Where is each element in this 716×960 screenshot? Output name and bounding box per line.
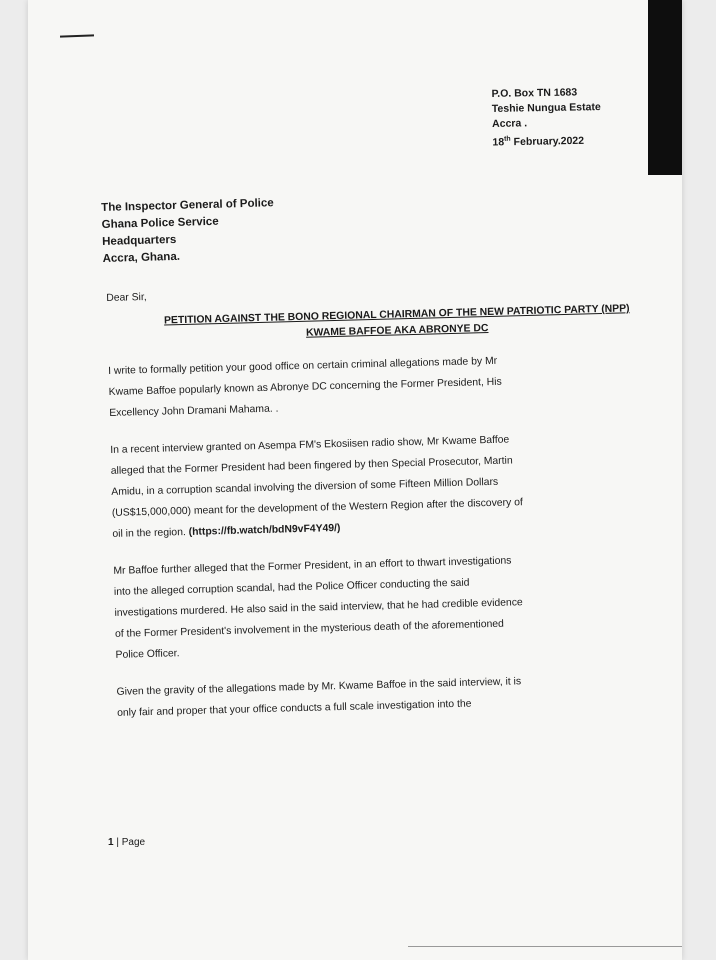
subject-line-2: KWAME BAFFOE AKA ABRONYE DC bbox=[305, 323, 489, 339]
letter-date bbox=[492, 130, 601, 150]
paragraph-2 bbox=[110, 425, 682, 545]
recipient-line: The Inspector General of Police bbox=[101, 197, 274, 214]
page-number: 1 bbox=[108, 837, 114, 848]
text-line: In a recent interview granted on Asempa FM's Ekosiisen radio show, Mr Kwame Baffoe bbox=[110, 434, 510, 456]
text-line: Excellency John Dramani Mahama. . bbox=[109, 403, 279, 419]
text-line: into the alleged corruption scandal, had the Police Officer conducting the said bbox=[113, 577, 470, 598]
paragraph-4 bbox=[116, 667, 682, 724]
recipient-line: Ghana Police Service bbox=[101, 215, 219, 231]
bottom-edge-line bbox=[408, 946, 682, 947]
salutation: Dear Sir, bbox=[106, 291, 147, 304]
address-line: Accra . bbox=[491, 117, 528, 130]
text-line: alleged that the Former President had been fingered by then Special Prosecutor, Martin bbox=[110, 455, 513, 477]
date-suffix: th bbox=[503, 135, 511, 143]
facebook-video-link: (https://fb.watch/bdN9vF4Y49/) bbox=[188, 522, 341, 538]
paragraph-1 bbox=[108, 346, 682, 424]
text-line: Mr Baffoe further alleged that the Former President, in an effort to thwart investigations bbox=[113, 555, 512, 577]
recipient-line: Headquarters bbox=[102, 233, 177, 248]
text-line: Given the gravity of the allegations made by Mr. Kwame Baffoe in the said interview, it is bbox=[116, 676, 522, 698]
letter-body bbox=[106, 273, 682, 724]
text-line: Amidu, in a corruption scandal involving the diversion of some Fifteen Million Dollars bbox=[111, 476, 499, 498]
address-line: P.O. Box TN 1683 bbox=[491, 86, 578, 100]
page-label: Page bbox=[121, 837, 146, 848]
text-line: Kwame Baffoe popularly known as Abronye DC concerning the Former President, His bbox=[108, 376, 502, 398]
text-line: of the Former President's involvement in the mysterious death of the aforementioned bbox=[114, 618, 505, 640]
recipient-line: Accra, Ghana. bbox=[102, 250, 181, 265]
text-line: investigations murdered. He also said in the said interview, that he had credible evidence bbox=[114, 597, 523, 619]
dark-corner-shadow bbox=[648, 0, 682, 175]
text-line: (US$15,000,000) meant for the development of the Western Region after the discovery of bbox=[111, 497, 523, 519]
text-line: only fair and proper that your office conducts a full scale investigation into the bbox=[116, 698, 472, 719]
text-line: I write to formally petition your good office on certain criminal allegations made by Mr bbox=[108, 355, 498, 377]
letter-page bbox=[28, 0, 682, 960]
recipient-address bbox=[101, 195, 275, 268]
sender-address bbox=[491, 85, 601, 150]
page-separator: | bbox=[113, 837, 122, 848]
text-line: Police Officer. bbox=[115, 648, 180, 661]
paragraph-3 bbox=[113, 546, 682, 666]
address-line: Teshie Nungua Estate bbox=[491, 101, 601, 115]
date-day: 18 bbox=[492, 136, 505, 149]
text-segment: oil in the region. bbox=[112, 526, 186, 540]
subject-line-1: PETITION AGAINST THE BONO REGIONAL CHAIRMAN OF THE NEW PATRIOTIC PARTY (NPP) bbox=[163, 303, 630, 327]
page-footer bbox=[108, 837, 145, 848]
pen-mark bbox=[60, 34, 94, 37]
date-rest: February.2022 bbox=[510, 134, 585, 149]
